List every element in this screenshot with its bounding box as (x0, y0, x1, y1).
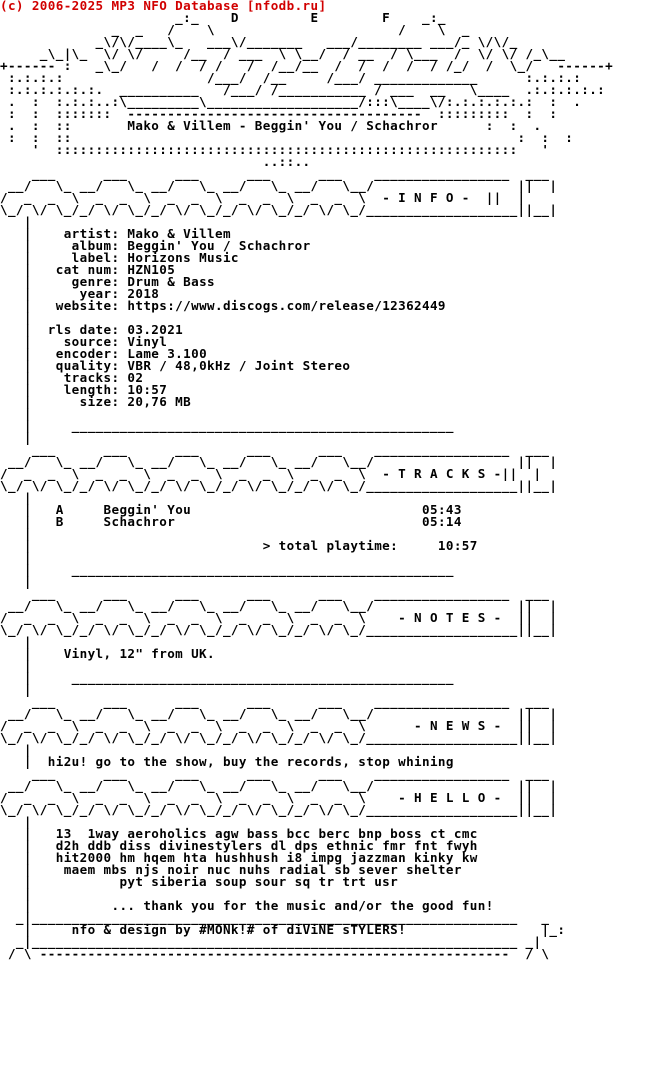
track-b-pos: B (55, 514, 64, 529)
track-a-time: 05:43 (422, 502, 462, 517)
genre-value: Drum & Bass (127, 274, 215, 289)
artist-value: Mako & Villem (127, 226, 231, 241)
track-a-title: Beggin' You (103, 502, 192, 517)
year-value: 2018 (127, 286, 160, 301)
hello-block: | | 13 1way aeroholics agw bass bcc berc bnp boss ct cmc | d2h ddb diss divinestylers dl dps ethnic fmr fnt fwyh | hit2000 hm hqem hta hushhush i8 impg jazzman kinky kw | maem mbs njs noir nuc nuhs radial sb sever shelter | pyt siberia soup sour sq tr trt usr | | ... thank you for the music and/or the good fun! (23, 814, 494, 913)
info-banner: ___ ___ ___ ___ ___ _________________ ___ __/ \_ __/ \_ __/ \_ __/ \_ __/ \__/ || | / _ _ \ _ _ \ _ _ \ _ _ \ _ _ \ (0, 166, 558, 205)
website-value: https://www.discogs.com/release/12362449 (127, 298, 446, 313)
news-banner: ___ ___ ___ ___ ___ _________________ ___ __/ \_ __/ \_ __/ \_ __/ \_ __/ \__/ || | / _ _ \ _ _ \ _ _ \ _ _ \ _ _ \ (0, 694, 558, 733)
tracks-value: 02 (127, 370, 144, 385)
source-value: Vinyl (127, 334, 168, 349)
nfo-document: (c) 2006-2025 MP3 NFO Database [nfodb.ru] _:_ D E F _:_ _ _ / \ / \ _ _\/\/____\_ ___\/_______ ___/________ ___/_ \/\/_ _\_|\_ \/ \/ /__ / ___ \ \__/ / __ / \___ / \/ \/ /_\__ +------ : _\_/ / / / / / /__/__ / / / / / /_/ / \_/ ------+ :.:.:.: /___/ /__ /___/ _____________ :.:.:.: :.:.:.:.:.:. __________ /___/ /___________ / ___ __ \____ .:.:.:.:.: . : :.:.:..:\_________\___________________/:::\____\/:.:.:.:.:.: : . : : ::::::: ------------------------------------- ::::::::: : : . : :: Mako & Villem - Beggin' You / Schachror : : . : : :: : : : ' :::::::::::::::::::::::::::::::::::::::::::::::::::::::::: ' ..::.. ___ ___ ___ ___ ___ _________________ ___ __/ \_ __/ \_ __/ \_ __/ \_ __/ \__/ || | / _ _ \ _ _ \ _ _ \ _ _ \ _ _ \ - I N F O - || | \_/ \/ \_/_/ \/ \_/_/ \/ \_/_/ \/ \_/_/ \/ \_/___________________||__| | | artist: Mako & Villem | album: Beggin' You / Schachror | label: Horizons Music | cat num: HZN105 | genre: Drum & Bass | year: 2018 | website: https://www.discogs.com/release/12362449 | | rls date: 03.2021 | source: Vinyl | encoder: Lame 3.100 | quality: VBR / 48,0kHz / Joint Stereo | tracks: 02 | length: 10:57 | size: 20,76 MB | | ________________________________________________ | ___ ___ ___ ___ ___ _________________ ___ __/ \_ __/ \_ __/ \_ __/ \_ __/ \__/ || | / _ _ \ _ _ \ _ _ \ _ _ \ _ _ \ - T R A C K S -|| | \_/ \/ \_/_/ \/ \_/_/ \/ \_/_/ \/ \_/_/ \/ \_/___________________||__| | | A Beggin' You 05:43 | B Schachror 05:14 | | > total playtime: 10:57 | | ________________________________________________ | ___ ___ ___ ___ ___ _________________ ___ __/ \_ __/ \_ __/ \_ __/ \_ __/ \__/ || | / _ _ \ _ _ \ _ _ \ _ _ \ _ _ \ - N O T E S - || | \_/ \/ \_/_/ \/ \_/_/ \/ \_/_/ \/ \_/_/ \/ \_/___________________||__| | | Vinyl, 12" from UK. | | ________________________________________________ | ___ ___ ___ ___ ___ _________________ ___ __/ \_ __/ \_ __/ \_ __/ \_ __/ \__/ || | / _ _ \ _ _ \ _ _ \ _ _ \ _ _ \ - N E W S - || | \_/ \/ \_/_/ \/ \_/_/ \/ \_/_/ \/ \_/_/ \/ \_/___________________||__| | | hi2u! go to the show, buy the records, stop whining ___ ___ ___ ___ ___ _________________ ___ __/ \_ __/ \_ __/ \_ __/ \_ __/ \__/ || | / _ _ \ _ _ \ _ _ \ _ _ \ _ _ \ - H E L L O - || | \_/ \/ \_/_/ \/ \_/_/ \/ \_/_/ \/ \_/_/ \/ \_/___________________||__| | | 13 1way aeroholics agw bass bcc berc bnp boss ct cmc | d2h ddb diss divinestylers dl dps ethnic fmr fnt fwyh | hit2000 hm hqem hta hushhush i8 impg jazzman kinky kw | maem mbs njs noir nuc nuhs radial sb sever shelter | pyt siberia soup sour sq tr trt usr | | ... thank you for the music and/or the good fun! _|_____________________________________________________________ _ | nfo & design by #MONk!# of diViNE sTYLERS! |_: _|_____________________________________________________________ _| / \ ----------------------------------------------------------- / \ (0, 0, 614, 961)
album-value: Beggin' You / Schachror (127, 238, 311, 253)
info-block: | | artist: Mako & Villem | album: Beggin' You / Schachror | label: Horizons Music | cat num: HZN105 | genre: Drum & Bass | year: 2018 | website: https://www.discogs.com/release/12362449 | | rls date: 03.2021 | source: Vinyl | encoder: Lame 3.100 | quality: VBR / 48,0kHz / Joint Stereo | tracks: 02 | length: 10:57 | size: 20,76 MB | | ________________________________________________ | (23, 214, 454, 445)
hello-label: - H E L L O - (398, 790, 502, 805)
notes-banner: ___ ___ ___ ___ ___ _________________ ___ __/ \_ __/ \_ __/ \_ __/ \_ __/ \__/ || | / _ _ \ _ _ \ _ _ \ _ _ \ _ _ \ (0, 586, 558, 625)
total-playtime: 10:57 (437, 538, 478, 553)
footer-block: _|_____________________________________________________________ _ | nfo & design by #MONk!# of diViNE sTYLERS! |_: _|_____________________________________________________________ _| / \ ----------------------------------------------------------- / \ (7, 910, 566, 961)
encoder-value: Lame 3.100 (127, 346, 208, 361)
hello-banner: ___ ___ ___ ___ ___ _________________ ___ __/ \_ __/ \_ __/ \_ __/ \_ __/ \__/ || | / _ _ \ _ _ \ _ _ \ _ _ \ _ _ \ (0, 766, 558, 805)
track-a-pos: A (55, 502, 64, 517)
thanks-text: ... thank you for the music and/or the good fun! (111, 898, 494, 913)
tracks-label: - T R A C K S - (382, 466, 502, 481)
track-b-title: Schachror (103, 514, 176, 529)
notes-text: Vinyl, 12" from UK. (63, 646, 215, 661)
hello-line: maem mbs njs noir nuc nuhs radial sb sever shelter (63, 862, 462, 877)
quality-value: VBR / 48,0kHz / Joint Stereo (127, 358, 351, 373)
track-b-time: 05:14 (422, 514, 462, 529)
news-text: hi2u! go to the show, buy the records, stop whining (47, 754, 454, 769)
catnum-value: HZN105 (127, 262, 176, 277)
copyright-header: (c) 2006-2025 MP3 NFO Database [nfodb.ru] (0, 0, 327, 13)
news-label: - N E W S - (414, 718, 502, 733)
release-title: Mako & Villem - Beggin' You / Schachror (127, 118, 438, 133)
credits-text: nfo & design by #MONk!# of diViNE sTYLERS! (71, 922, 407, 937)
hello-line: hit2000 hm hqem hta hushhush i8 impg jazzman kinky kw (55, 850, 478, 865)
tracks-block: | | A Beggin' You 05:43 | B Schachror 05:14 | | > total playtime: 10:57 | | ________________________________________________ | (23, 490, 478, 589)
title-row: . : :: (0, 118, 128, 133)
hello-line: pyt siberia soup sour sq tr trt usr (119, 874, 399, 889)
size-value: 20,76 MB (127, 394, 192, 409)
label-value: Horizons Music (127, 250, 239, 265)
notes-label: - N O T E S - (398, 610, 502, 625)
rlsdate-value: 03.2021 (127, 322, 184, 337)
info-label: - I N F O - (382, 190, 470, 205)
news-block: | | hi2u! go to the show, buy the records, stop whining (23, 742, 454, 769)
length-value: 10:57 (127, 382, 168, 397)
logo-art: _:_ D E F _:_ _ _ / \ / \ _ _\/\/____\_ ___\/_______ ___/________ ___/_ \/\/_ _\_|\_ \/ \/ /__ / ___ \ \__/ / __ / \___ / \/ \/ /_\__ +------ : _\_/ / / / / / /__/__ / / / / / /_/ / \_/ ------+ :.:.:.: /___/ /__ /___/ _____________ :.:.:.: :.:.:.:.:.:. __________ /___/ /___________ / ___ __ \____ .:.:.:.:.: . : :.:.:..:\_________\___________________/:::\____\/:.:.:.:.:.: : . : : ::::::: ------------------------------------- ::::::::: : : (0, 10, 614, 121)
hello-line: 13 1way aeroholics agw bass bcc berc bnp boss ct cmc (55, 826, 478, 841)
notes-block: | | Vinyl, 12" from UK. | | ________________________________________________ | (23, 634, 454, 697)
hello-line: d2h ddb diss divinestylers dl dps ethnic fmr fnt fwyh (55, 838, 478, 853)
tracks-banner: ___ ___ ___ ___ ___ _________________ ___ __/ \_ __/ \_ __/ \_ __/ \_ __/ \__/ || | / _ _ \ _ _ \ _ _ \ _ _ \ _ _ \ (0, 442, 558, 481)
